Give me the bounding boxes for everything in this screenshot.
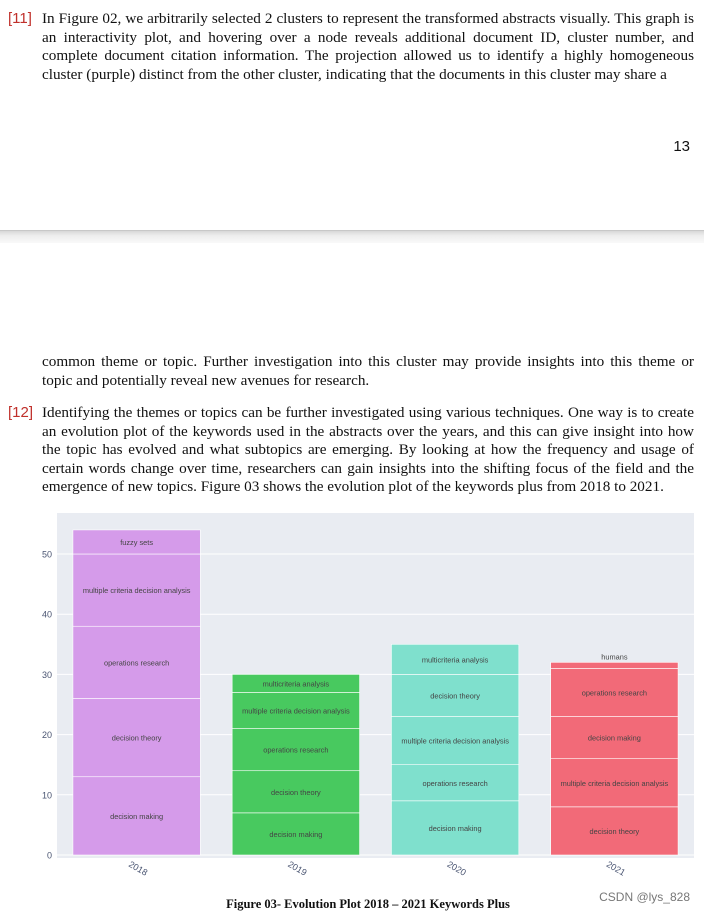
page-break: [0, 230, 704, 243]
paragraph-continuation: common theme or topic. Further investigation into this cluster may provide insights into this theme or topic and potentially reveal new avenues for research.: [42, 353, 694, 389]
segment-label: decision making: [269, 829, 323, 839]
segment-label: operations research: [263, 745, 329, 755]
y-tick-label: 30: [41, 669, 52, 680]
segment-label: operations research: [581, 688, 648, 698]
paragraph-11: In Figure 02, we arbitrarily selected 2 clusters to represent the transformed abstracts visually. This graph is an interactivity plot, and hovering over a node reveals additional document ID, cluster number, and complete document citation information. The projection allowed us to identify a highly homogeneous cluster (purple) distinct from the other cluster, indicating that the documents in this cluster may share a: [42, 10, 694, 83]
segment-label: multiple criteria decision analysis: [560, 778, 669, 788]
x-tick-label: 2021: [604, 859, 628, 878]
segment-label: decision theory: [111, 733, 162, 743]
segment-label: decision theory: [430, 691, 480, 701]
segment-label: decision making: [428, 823, 482, 833]
evolution-plot-chart: [0, 505, 704, 890]
segment-label: decision making: [110, 811, 164, 821]
segment-label: multicriteria analysis: [421, 655, 489, 665]
x-tick-label: 2019: [286, 859, 309, 878]
figure-caption: Figure 03- Evolution Plot 2018 – 2021 Keywords Plus: [226, 897, 510, 911]
segment-label: operations research: [422, 778, 488, 788]
y-tick-label: 40: [41, 609, 52, 620]
x-tick-label: 2018: [126, 859, 150, 878]
segment-label: multiple criteria decision analysis: [82, 586, 191, 596]
segment-label: operations research: [103, 658, 170, 668]
watermark: CSDN @lys_828: [599, 890, 690, 904]
y-tick-label: 0: [46, 850, 52, 861]
segment-label: multiple criteria decision analysis: [242, 706, 350, 716]
segment-label: humans: [601, 652, 628, 662]
paragraph-12: Identifying the themes or topics can be further investigated using various techniques. One way is to create an evolution plot of the keywords used in the abstracts over the years, and this can give insight into how the topic has evolved and what subtopics are emerging. By looking at how the frequency and usage of certain words change over time, researchers can gain insights into the shifting focus of the field and the emergence of new topics. Figure 03 shows the evolution plot of the keywords plus from 2018 to 2021.: [42, 404, 694, 496]
bar-segment: [551, 662, 678, 668]
reference-marker-11: [11]: [8, 10, 32, 27]
segment-label: decision theory: [589, 826, 640, 836]
segment-label: multiple criteria decision analysis: [401, 736, 509, 746]
segment-label: decision making: [587, 733, 641, 743]
segment-label: decision theory: [271, 787, 321, 797]
segment-label: multicriteria analysis: [262, 679, 330, 689]
y-tick-label: 50: [41, 549, 52, 560]
x-tick-label: 2020: [445, 859, 468, 878]
reference-marker-12: [12]: [8, 404, 34, 421]
segment-label: fuzzy sets: [120, 537, 154, 547]
page-number: 13: [673, 138, 690, 155]
y-tick-label: 20: [41, 730, 52, 741]
y-tick-label: 10: [41, 790, 52, 801]
